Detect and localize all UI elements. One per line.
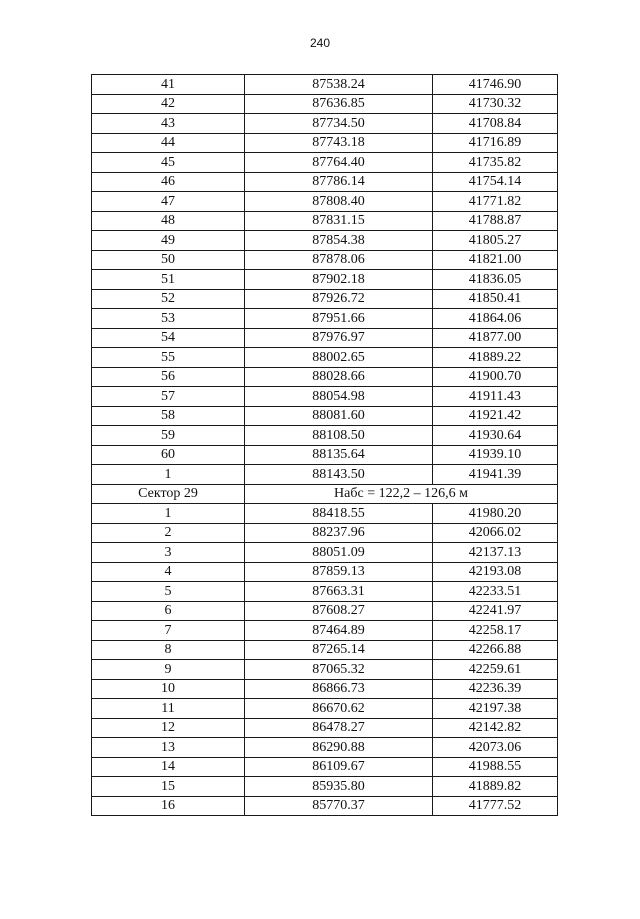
point-number: 43 bbox=[92, 114, 245, 134]
coordinate-x: 88028.66 bbox=[245, 367, 433, 387]
coordinate-x: 87976.97 bbox=[245, 328, 433, 348]
point-number: 44 bbox=[92, 133, 245, 153]
coordinate-x: 87926.72 bbox=[245, 289, 433, 309]
point-number: 54 bbox=[92, 328, 245, 348]
point-number: 5 bbox=[92, 582, 245, 602]
coordinate-x: 87743.18 bbox=[245, 133, 433, 153]
coordinate-y: 41980.20 bbox=[433, 504, 558, 524]
coordinate-x: 88054.98 bbox=[245, 387, 433, 407]
point-number: 52 bbox=[92, 289, 245, 309]
table-row bbox=[92, 192, 558, 212]
coordinate-y: 41864.06 bbox=[433, 309, 558, 329]
table-row bbox=[92, 406, 558, 426]
table-row bbox=[92, 621, 558, 641]
point-number: 55 bbox=[92, 348, 245, 368]
coordinate-y: 41900.70 bbox=[433, 367, 558, 387]
table-row bbox=[92, 679, 558, 699]
table-row bbox=[92, 601, 558, 621]
point-number: 14 bbox=[92, 757, 245, 777]
point-number: 51 bbox=[92, 270, 245, 290]
coordinate-x: 85770.37 bbox=[245, 796, 433, 816]
point-number: 11 bbox=[92, 699, 245, 719]
coordinate-x: 88418.55 bbox=[245, 504, 433, 524]
coordinate-y: 41716.89 bbox=[433, 133, 558, 153]
coordinate-x: 88237.96 bbox=[245, 523, 433, 543]
table-row bbox=[92, 640, 558, 660]
coordinate-y: 41911.43 bbox=[433, 387, 558, 407]
table-row bbox=[92, 718, 558, 738]
coordinate-x: 88135.64 bbox=[245, 445, 433, 465]
coordinate-x: 86290.88 bbox=[245, 738, 433, 758]
coordinate-x: 86670.62 bbox=[245, 699, 433, 719]
point-number: 3 bbox=[92, 543, 245, 563]
point-number: 7 bbox=[92, 621, 245, 641]
coordinate-y: 41988.55 bbox=[433, 757, 558, 777]
table-row bbox=[92, 543, 558, 563]
point-number: 1 bbox=[92, 465, 245, 485]
coordinate-x: 86866.73 bbox=[245, 679, 433, 699]
coordinate-x: 88143.50 bbox=[245, 465, 433, 485]
point-number: 48 bbox=[92, 211, 245, 231]
table-row bbox=[92, 153, 558, 173]
point-number: 42 bbox=[92, 94, 245, 114]
point-number: 8 bbox=[92, 640, 245, 660]
point-number: 2 bbox=[92, 523, 245, 543]
coordinate-y: 41735.82 bbox=[433, 153, 558, 173]
table-row bbox=[92, 796, 558, 816]
table-row bbox=[92, 211, 558, 231]
table-row bbox=[92, 309, 558, 329]
coordinate-x: 88081.60 bbox=[245, 406, 433, 426]
coordinate-y: 41850.41 bbox=[433, 289, 558, 309]
table-row bbox=[92, 562, 558, 582]
coordinate-y: 41889.82 bbox=[433, 777, 558, 797]
point-number: 41 bbox=[92, 75, 245, 95]
table-row bbox=[92, 757, 558, 777]
coordinate-y: 42266.88 bbox=[433, 640, 558, 660]
point-number: 10 bbox=[92, 679, 245, 699]
coordinate-x: 87786.14 bbox=[245, 172, 433, 192]
coordinate-y: 41877.00 bbox=[433, 328, 558, 348]
coordinate-x: 87854.38 bbox=[245, 231, 433, 251]
point-number: 9 bbox=[92, 660, 245, 680]
table-row bbox=[92, 367, 558, 387]
point-number: 4 bbox=[92, 562, 245, 582]
table-row bbox=[92, 699, 558, 719]
coordinate-x: 88051.09 bbox=[245, 543, 433, 563]
sector-header-row bbox=[92, 484, 558, 504]
page-number: 240 bbox=[309, 36, 331, 50]
coordinates-table bbox=[91, 74, 558, 816]
table-row bbox=[92, 75, 558, 95]
table-row bbox=[92, 777, 558, 797]
table-row bbox=[92, 582, 558, 602]
table-row bbox=[92, 94, 558, 114]
coordinate-y: 41939.10 bbox=[433, 445, 558, 465]
coordinate-y: 41708.84 bbox=[433, 114, 558, 134]
coordinate-x: 88002.65 bbox=[245, 348, 433, 368]
coordinate-x: 87608.27 bbox=[245, 601, 433, 621]
coordinate-y: 42197.38 bbox=[433, 699, 558, 719]
coordinate-y: 42233.51 bbox=[433, 582, 558, 602]
coordinate-x: 87636.85 bbox=[245, 94, 433, 114]
coordinate-x: 87831.15 bbox=[245, 211, 433, 231]
table-row bbox=[92, 445, 558, 465]
point-number: 47 bbox=[92, 192, 245, 212]
table-row bbox=[92, 270, 558, 290]
coordinate-y: 42258.17 bbox=[433, 621, 558, 641]
point-number: 50 bbox=[92, 250, 245, 270]
coordinate-x: 87808.40 bbox=[245, 192, 433, 212]
point-number: 46 bbox=[92, 172, 245, 192]
point-number: 53 bbox=[92, 309, 245, 329]
coordinate-x: 87065.32 bbox=[245, 660, 433, 680]
table-row bbox=[92, 387, 558, 407]
point-number: 15 bbox=[92, 777, 245, 797]
point-number: 12 bbox=[92, 718, 245, 738]
coordinate-y: 41771.82 bbox=[433, 192, 558, 212]
point-number: 6 bbox=[92, 601, 245, 621]
coordinate-y: 41746.90 bbox=[433, 75, 558, 95]
point-number: 58 bbox=[92, 406, 245, 426]
coordinate-y: 41754.14 bbox=[433, 172, 558, 192]
coordinate-x: 86478.27 bbox=[245, 718, 433, 738]
coordinate-x: 88108.50 bbox=[245, 426, 433, 446]
point-number: 1 bbox=[92, 504, 245, 524]
coordinate-x: 87663.31 bbox=[245, 582, 433, 602]
sector-label: Сектор 29 bbox=[92, 484, 245, 504]
coordinate-x: 85935.80 bbox=[245, 777, 433, 797]
table-row bbox=[92, 133, 558, 153]
coordinate-x: 87764.40 bbox=[245, 153, 433, 173]
coordinate-y: 42073.06 bbox=[433, 738, 558, 758]
coordinate-x: 87859.13 bbox=[245, 562, 433, 582]
table-row bbox=[92, 660, 558, 680]
table-row bbox=[92, 738, 558, 758]
coordinate-x: 87538.24 bbox=[245, 75, 433, 95]
coordinate-x: 87734.50 bbox=[245, 114, 433, 134]
coordinate-x: 86109.67 bbox=[245, 757, 433, 777]
coordinate-y: 41730.32 bbox=[433, 94, 558, 114]
point-number: 16 bbox=[92, 796, 245, 816]
coordinate-x: 87902.18 bbox=[245, 270, 433, 290]
coordinate-y: 41836.05 bbox=[433, 270, 558, 290]
table-row bbox=[92, 289, 558, 309]
coordinate-y: 42137.13 bbox=[433, 543, 558, 563]
coordinate-x: 87265.14 bbox=[245, 640, 433, 660]
coordinate-x: 87951.66 bbox=[245, 309, 433, 329]
coordinate-y: 42142.82 bbox=[433, 718, 558, 738]
point-number: 13 bbox=[92, 738, 245, 758]
coordinate-y: 41821.00 bbox=[433, 250, 558, 270]
coordinate-x: 87878.06 bbox=[245, 250, 433, 270]
point-number: 57 bbox=[92, 387, 245, 407]
coordinate-x: 87464.89 bbox=[245, 621, 433, 641]
coordinate-y: 42193.08 bbox=[433, 562, 558, 582]
coordinate-y: 41941.39 bbox=[433, 465, 558, 485]
coordinate-y: 41889.22 bbox=[433, 348, 558, 368]
coordinate-y: 41777.52 bbox=[433, 796, 558, 816]
point-number: 60 bbox=[92, 445, 245, 465]
table-row bbox=[92, 114, 558, 134]
coordinate-y: 41805.27 bbox=[433, 231, 558, 251]
point-number: 49 bbox=[92, 231, 245, 251]
sector-elevation-range: Набс = 122,2 – 126,6 м bbox=[245, 484, 558, 504]
table-row bbox=[92, 231, 558, 251]
coordinate-y: 42259.61 bbox=[433, 660, 558, 680]
table-row bbox=[92, 426, 558, 446]
coordinate-y: 42236.39 bbox=[433, 679, 558, 699]
point-number: 56 bbox=[92, 367, 245, 387]
coordinate-y: 41788.87 bbox=[433, 211, 558, 231]
table-row bbox=[92, 348, 558, 368]
table-row bbox=[92, 172, 558, 192]
coordinates-table-body bbox=[92, 75, 558, 816]
table-row bbox=[92, 328, 558, 348]
point-number: 59 bbox=[92, 426, 245, 446]
coordinate-y: 42066.02 bbox=[433, 523, 558, 543]
coordinate-y: 41921.42 bbox=[433, 406, 558, 426]
point-number: 45 bbox=[92, 153, 245, 173]
table-row bbox=[92, 504, 558, 524]
coordinate-y: 41930.64 bbox=[433, 426, 558, 446]
table-row bbox=[92, 523, 558, 543]
table-row bbox=[92, 465, 558, 485]
table-row bbox=[92, 250, 558, 270]
coordinate-y: 42241.97 bbox=[433, 601, 558, 621]
